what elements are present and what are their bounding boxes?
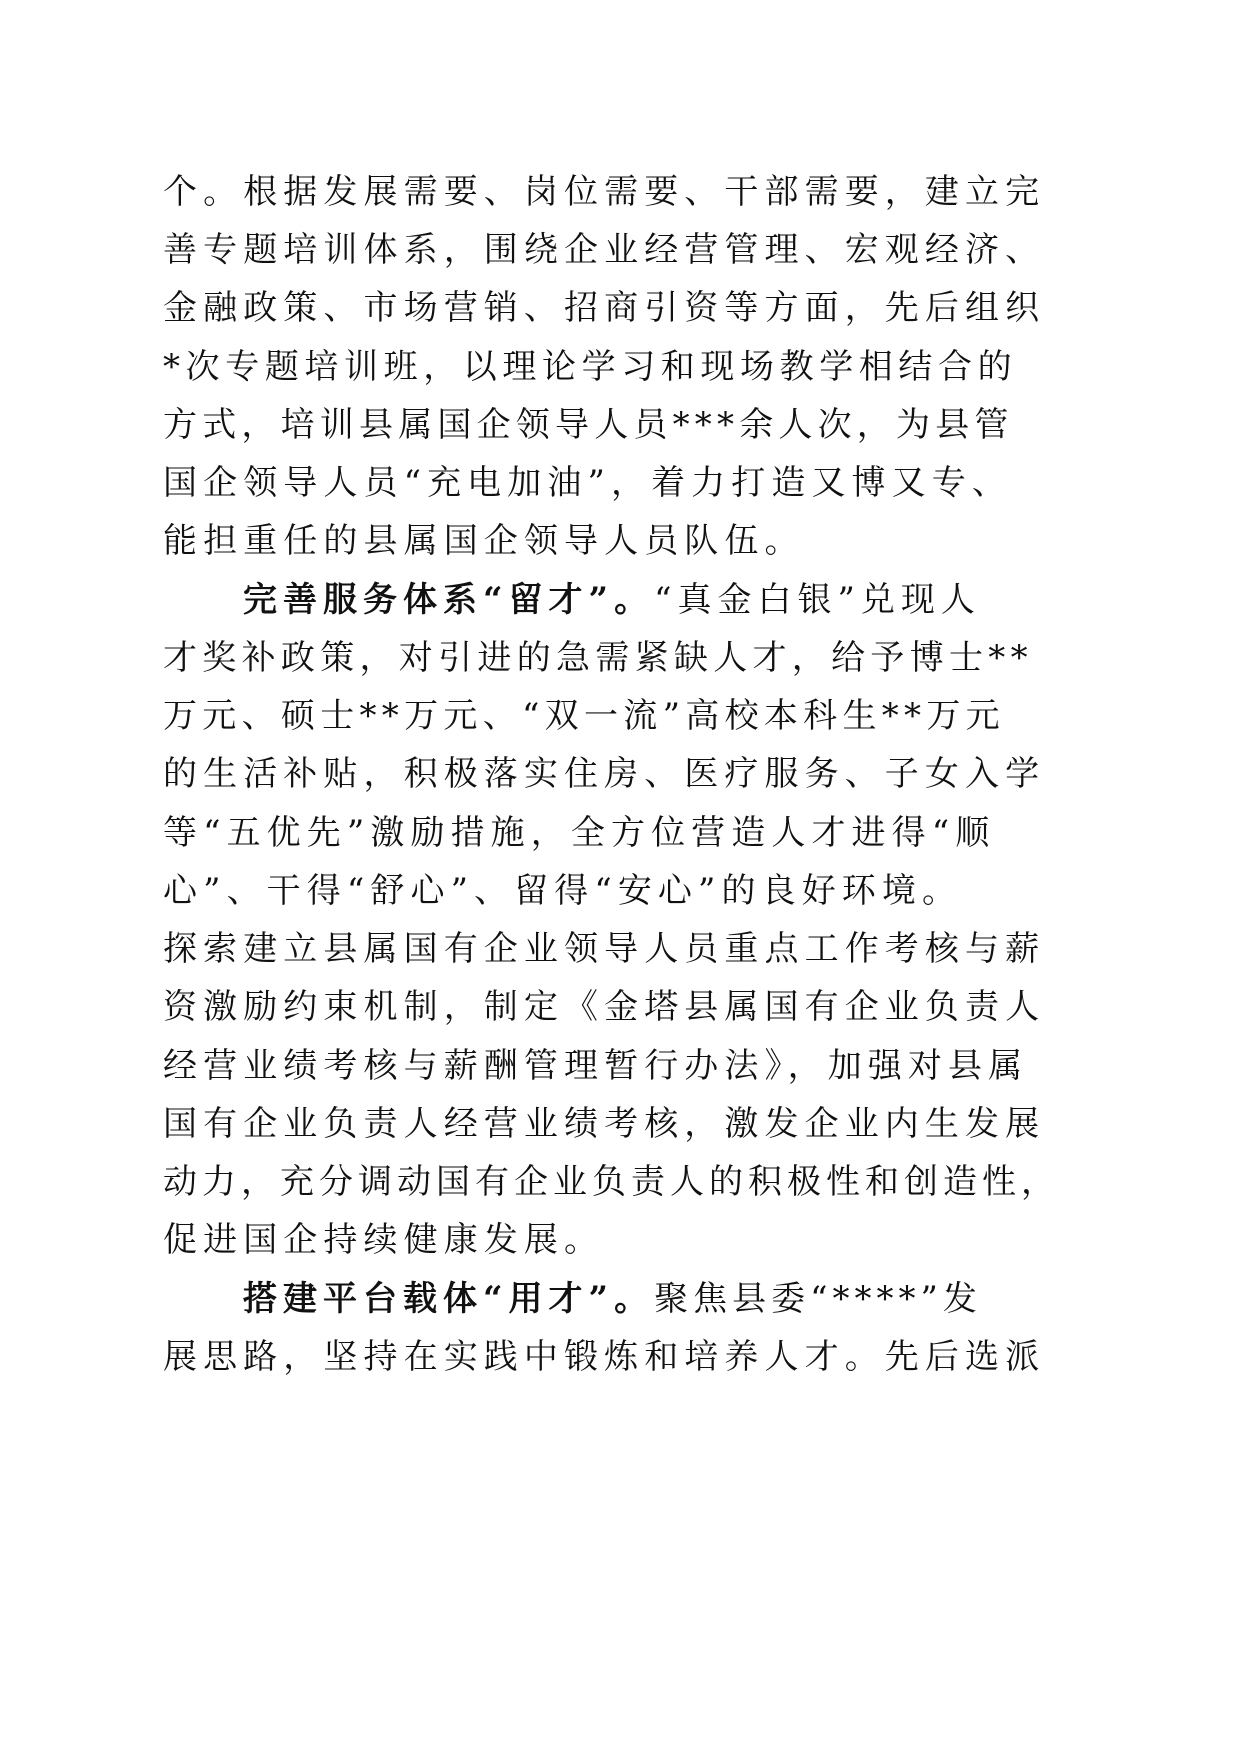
text-line: 金融政策、市场营销、招商引资等方面，先后组织 [163,288,1046,328]
text-line: 展思路，坚持在实践中锻炼和培养人才。先后选派 [163,1337,1046,1377]
text-line: 才奖补政策，对引进的急需紧缺人才，给予博士** [163,638,1033,678]
text-line: 国企领导人员“充电加油”，着力打造又博又专、 [163,463,1012,503]
paragraph-first-line [243,1269,1063,1329]
text-line: 促进国企持续健康发展。 [163,1220,605,1260]
paragraph-first-line [243,570,1063,630]
text-line: 国有企业负责人经营业绩考核，激发企业内生发展 [163,1104,1046,1144]
text-line: 探索建立县属国有企业领导人员重点工作考核与薪 [163,929,1046,969]
text-line: 经营业绩考核与薪酬管理暂行办法》，加强对县属 [163,1046,1029,1086]
text-line: 善专题培训体系，围绕企业经营管理、宏观经济、 [163,230,1046,270]
text-line: 方式，培训县属国企领导人员***余人次，为县管 [163,405,1014,445]
text-line: 万元、硕士**万元、“双一流”高校本科生**万元 [163,696,1005,736]
text-line: 个。根据发展需要、岗位需要、干部需要，建立完 [163,172,1046,212]
text-line: 资激励约束机制，制定《金塔县属国有企业负责人 [163,987,1046,1027]
section-heading: 搭建平台载体“用才”。 [243,1279,655,1319]
text-run: “真金白银”兑现人 [654,580,981,620]
text-run: 聚焦县委“****”发 [654,1279,982,1319]
text-line: 能担重任的县属国企领导人员队伍。 [163,521,805,561]
text-line: *次专题培训班，以理论学习和现场教学相结合的 [163,347,1018,387]
section-heading: 完善服务体系“留才”。 [243,580,655,620]
text-line: 的生活补贴，积极落实住房、医疗服务、子女入学 [163,754,1046,794]
text-line: 动力，充分调动国有企业负责人的积极性和创造性， [163,1162,1060,1202]
text-line: 等“五优先”激励措施，全方位营造人才进得“顺 [163,813,996,853]
text-line: 心”、干得“舒心”、留得“安心”的良好环境。 [163,871,963,911]
